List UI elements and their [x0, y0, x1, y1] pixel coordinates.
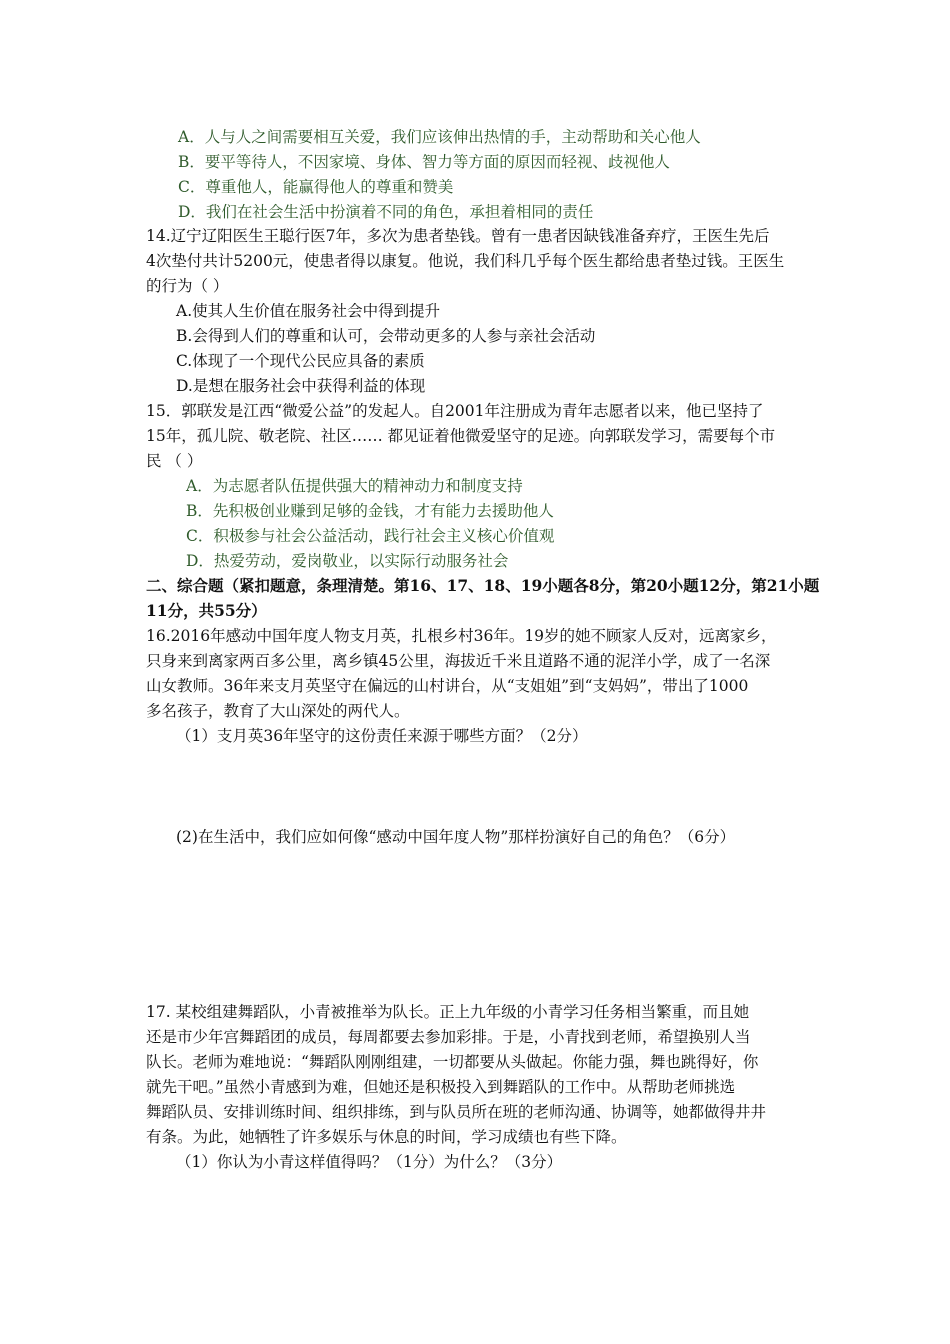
q13-option-b: B．要平等待人，不因家境、身体、智力等方面的原因而轻视、歧视他人	[178, 153, 670, 171]
q15-option-d: D．热爱劳动，爱岗敬业，以实际行动服务社会	[186, 552, 509, 570]
section2-heading-line-1: 二、综合题（紧扣题意，条理清楚。第16、17、18、19小题各8分，第20小题12分，第21小题	[146, 576, 820, 595]
q13-option-c: C．尊重他人，能赢得他人的尊重和赞美	[178, 178, 454, 196]
q14-stem-line-2: 4次垫付共计5200元，使患者得以康复。他说，我们科几乎每个医生都给患者垫过钱。王医生	[146, 252, 785, 270]
q14-stem-line-3: 的行为（ ）	[146, 277, 229, 295]
q15-option-c: C．积极参与社会公益活动，践行社会主义核心价值观	[186, 527, 555, 545]
q13-option-a: A．人与人之间需要相互关爱，我们应该伸出热情的手，主动帮助和关心他人	[178, 128, 701, 146]
q16-stem-line-2: 只身来到离家两百多公里，离乡镇45公里，海拔近千米且道路不通的泥洋小学，成了一名深	[146, 652, 771, 670]
q13-option-d: D．我们在社会生活中扮演着不同的角色，承担着相同的责任	[178, 203, 594, 221]
q17-stem-line-3: 队长。老师为难地说：“舞蹈队刚刚组建，一切都要从头做起。你能力强，舞也跳得好，你	[146, 1053, 759, 1071]
q14-option-c: C.体现了一个现代公民应具备的素质	[176, 352, 425, 370]
q16-subquestion-2: (2)在生活中，我们应如何像“感动中国年度人物”那样扮演好自己的角色？（6分）	[176, 828, 736, 846]
q15-stem-line-3: 民 （ ）	[146, 452, 203, 470]
section2-heading-line-2: 11分，共55分）	[146, 601, 267, 620]
q16-stem-line-1: 16.2016年感动中国年度人物支月英，扎根乡村36年。19岁的她不顾家人反对，远离家乡，	[146, 627, 777, 645]
q17-stem-line-4: 就先干吧。”虽然小青感到为难，但她还是积极投入到舞蹈队的工作中。从帮助老师挑选	[146, 1078, 736, 1096]
q17-stem-line-5: 舞蹈队员、安排训练时间、组织排练，到与队员所在班的老师沟通、协调等，她都做得井井	[146, 1103, 767, 1121]
q15-stem-line-2: 15年，孤儿院、敬老院、社区…… 都见证着他微爱坚守的足迹。向郭联发学习，需要每个市	[146, 427, 776, 445]
q16-subquestion-1: （1）支月英36年坚守的这份责任来源于哪些方面？（2分）	[176, 727, 588, 745]
q14-option-a: A.使其人生价值在服务社会中得到提升	[176, 302, 441, 320]
q15-option-a: A．为志愿者队伍提供强大的精神动力和制度支持	[186, 477, 523, 495]
q14-option-d: D.是想在服务社会中获得利益的体现	[176, 377, 426, 395]
q17-subquestion-1: （1）你认为小青这样值得吗？（1分）为什么？（3分）	[176, 1153, 563, 1171]
q14-option-b: B.会得到人们的尊重和认可，会带动更多的人参与亲社会活动	[176, 327, 596, 345]
q17-stem-line-6: 有条。为此，她牺牲了许多娱乐与休息的时间，学习成绩也有些下降。	[146, 1128, 627, 1146]
q17-stem-line-1: 17. 某校组建舞蹈队，小青被推举为队长。正上九年级的小青学习任务相当繁重，而且她	[146, 1003, 750, 1021]
q15-stem-line-1: 15．郭联发是江西“微爱公益”的发起人。自2001年注册成为青年志愿者以来，他已坚持了	[146, 402, 764, 420]
q17-stem-line-2: 还是市少年宫舞蹈团的成员，每周都要去参加彩排。于是，小青找到老师，希望换别人当	[146, 1028, 751, 1046]
q15-option-b: B．先积极创业赚到足够的金钱，才有能力去援助他人	[186, 502, 554, 520]
q14-stem-line-1: 14.辽宁辽阳医生王聪行医7年，多次为患者垫钱。曾有一患者因缺钱准备弃疗，王医生先后	[146, 227, 770, 245]
q16-stem-line-3: 山女教师。36年来支月英坚守在偏远的山村讲台，从“支姐姐”到“支妈妈”，带出了1000	[146, 677, 749, 695]
q16-stem-line-4: 多名孩子，教育了大山深处的两代人。	[146, 702, 410, 720]
